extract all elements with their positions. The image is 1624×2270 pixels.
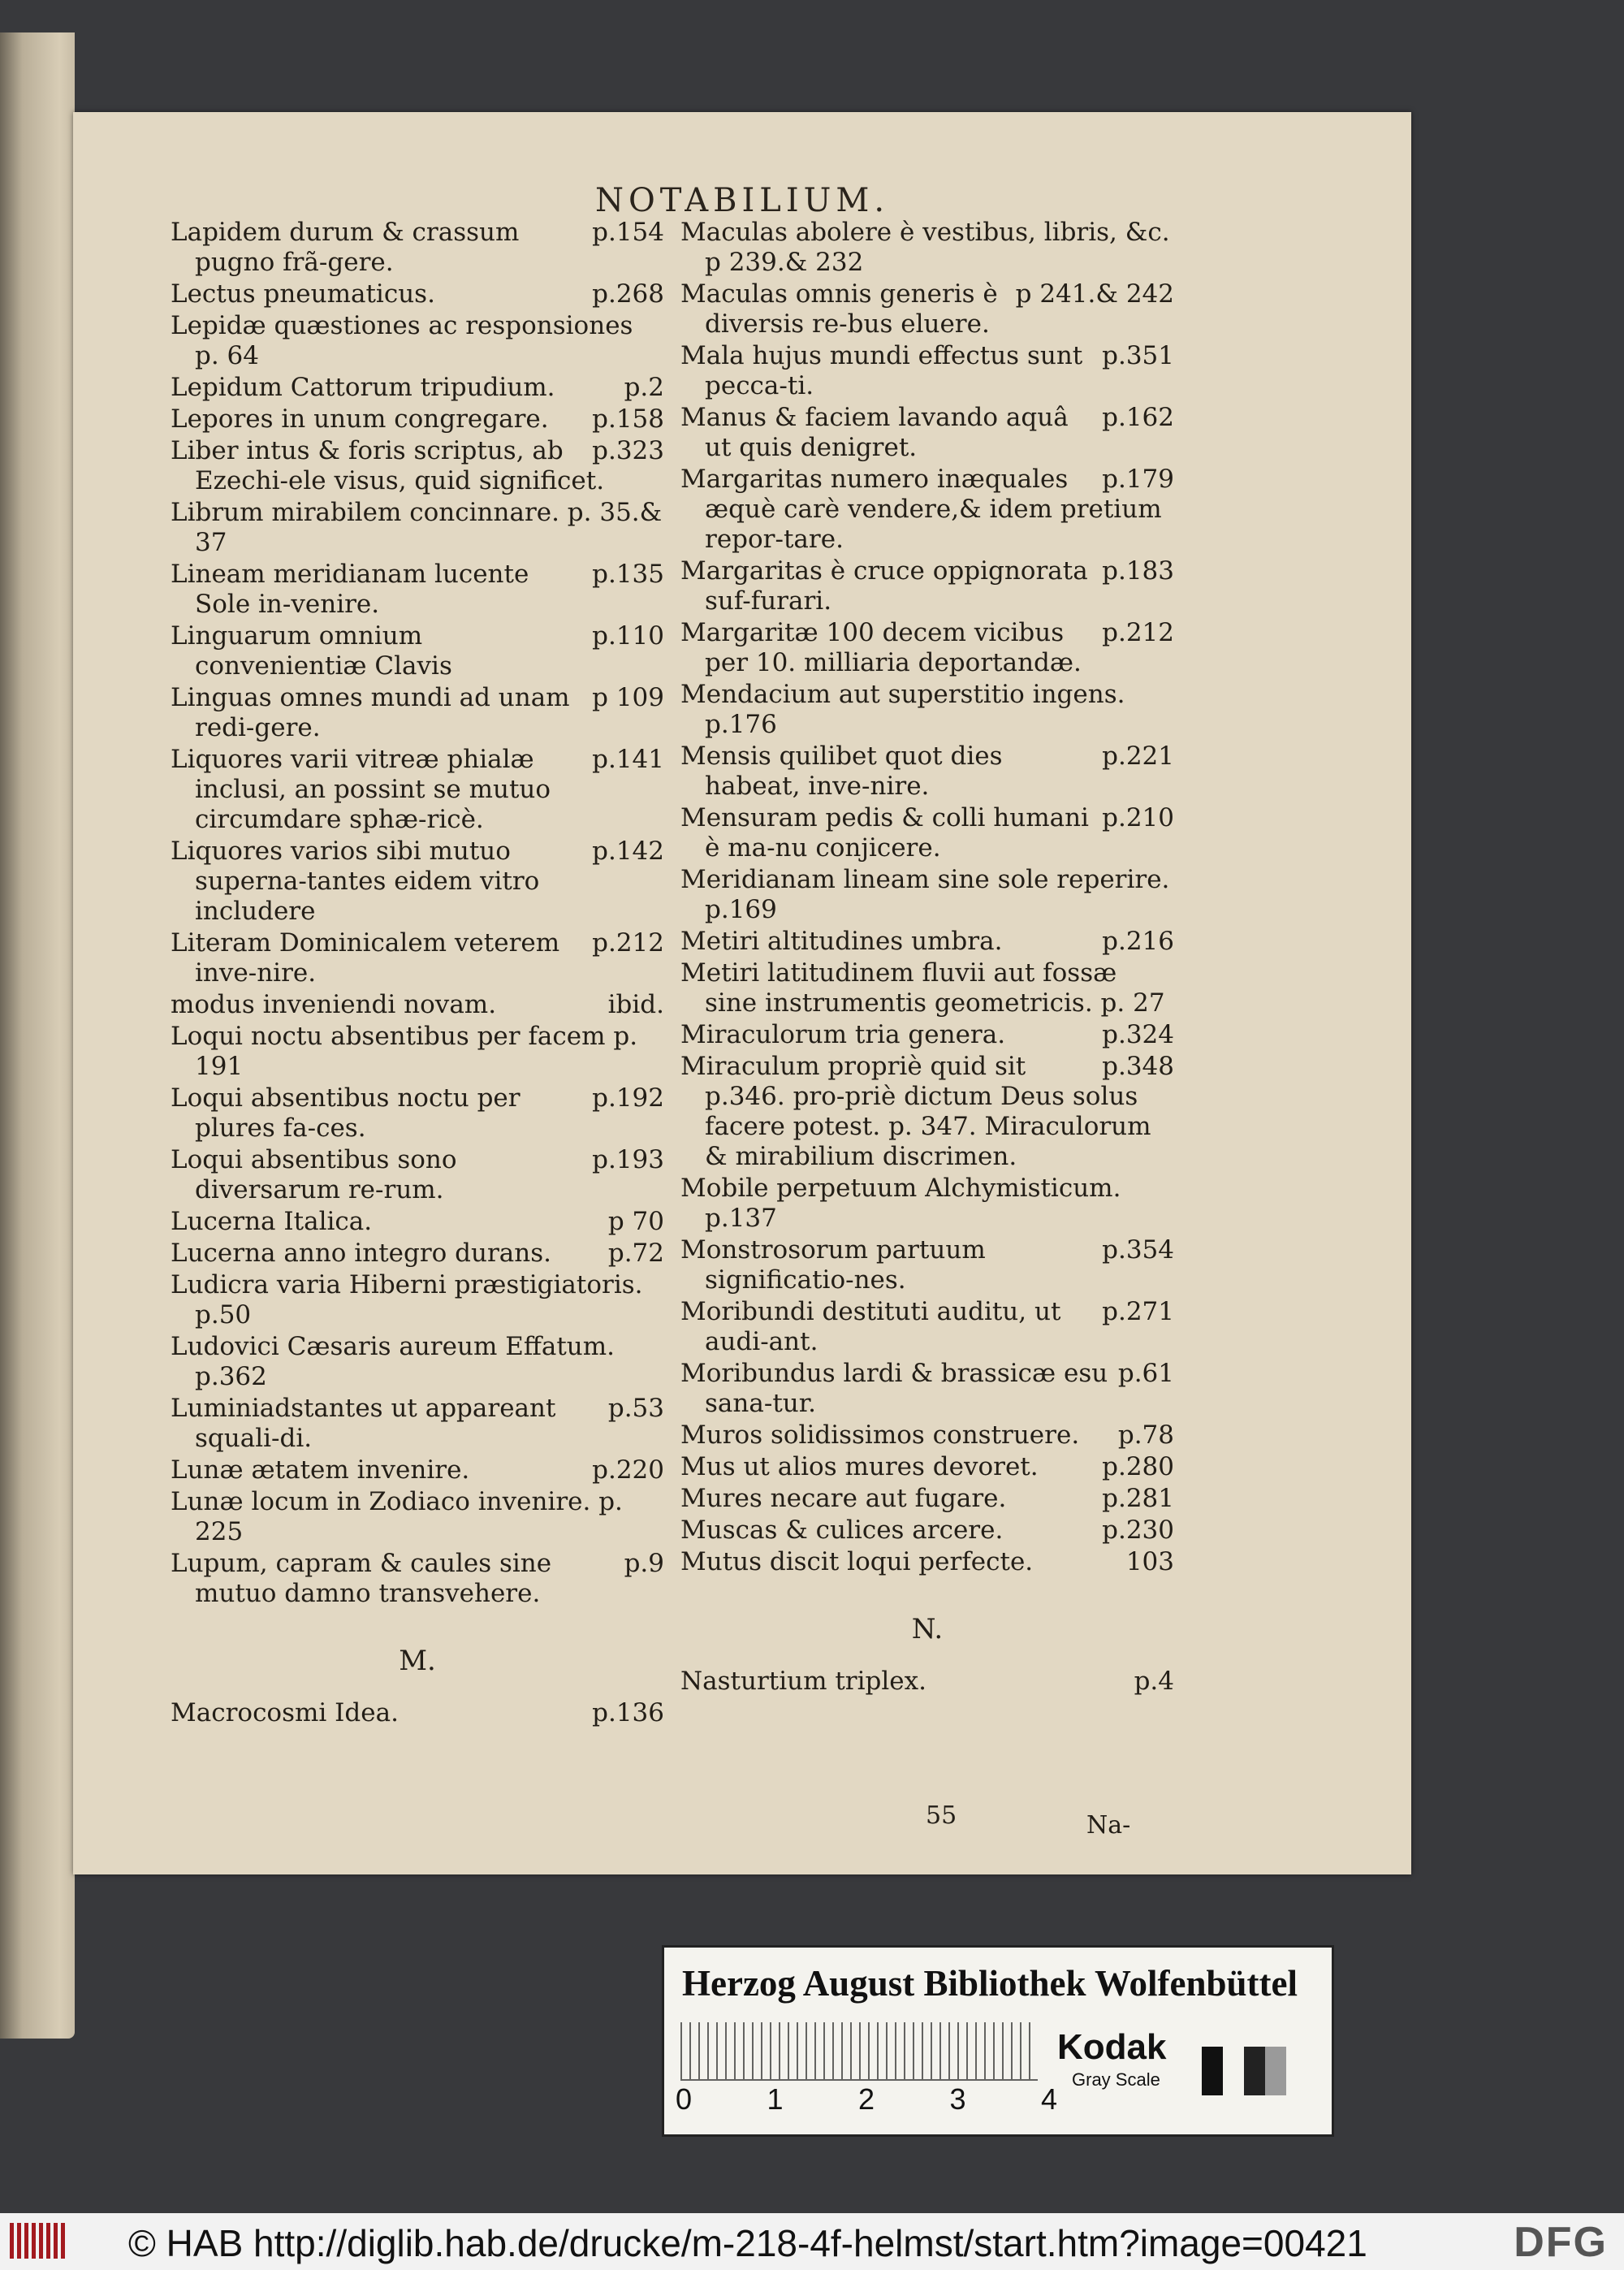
entry-text: Librum mirabilem concinnare. p. 35.& 37	[171, 498, 663, 557]
entry-text: Maculas abolere è vestibus, libris, &c. p 239.& 232	[680, 218, 1170, 277]
ruler-scale	[680, 2022, 1038, 2081]
entry-text: Miraculum propriè quid sit p.346. pro-priè dictum Deus solus facere potest. p. 347. Miraculorum & mirabilium discrimen.	[680, 1052, 1151, 1171]
entry-text: Lupum, capram & caules sine mutuo damno transvehere.	[171, 1549, 552, 1608]
entry-text: Mus ut alios mures devoret.	[680, 1452, 1039, 1481]
entry-page-ref: p.212	[1102, 618, 1174, 647]
index-entry	[171, 1239, 664, 1269]
entry-page-ref: p.192	[592, 1083, 664, 1113]
entry-page-ref: p.110	[592, 621, 664, 651]
entry-page-ref: p.136	[592, 1698, 664, 1727]
entry-text: Metiri latitudinem fluvii aut fossæ sine instrumentis geometricis. p. 27	[680, 958, 1165, 1018]
entry-text: Literam Dominicalem veterem inve-nire.	[171, 928, 560, 988]
entry-text: Mutus discit loqui perfecte.	[680, 1547, 1034, 1576]
copyright-url[interactable]: © HAB http://diglib.hab.de/drucke/m-218-4f-helmst/start.htm?image=00421	[128, 2222, 1367, 2264]
index-entry	[680, 680, 1174, 740]
ruler-number: 3	[949, 2082, 966, 2116]
index-entry	[171, 683, 664, 743]
index-entry	[680, 1020, 1174, 1050]
entry-text: Loqui absentibus noctu per plures fa-ces.	[171, 1083, 520, 1143]
index-entry	[171, 218, 664, 278]
index-entry	[680, 1297, 1174, 1357]
gray-patch	[1202, 2047, 1223, 2095]
entry-page-ref: p.142	[592, 837, 664, 866]
dfg-logo: DFG	[1514, 2219, 1608, 2266]
entry-text: Margaritas numero inæquales æquè carè vendere,& idem pretium repor-tare.	[680, 465, 1162, 554]
kodak-logo: Kodak	[1057, 2027, 1167, 2067]
index-entry	[680, 1515, 1174, 1546]
index-entry	[171, 498, 664, 558]
ruler-number: 2	[857, 2082, 875, 2116]
index-entry	[171, 1145, 664, 1205]
entry-text: Loqui noctu absentibus per facem p. 191	[171, 1022, 638, 1081]
entry-text: Metiri altitudines umbra.	[680, 927, 1003, 956]
entry-page-ref: p.271	[1102, 1297, 1174, 1326]
entry-text: Lucerna anno integro durans.	[171, 1239, 552, 1268]
entry-text: Margaritæ 100 decem vicibus per 10. milliaria deportandæ.	[680, 618, 1082, 677]
right-column	[680, 218, 1174, 1698]
index-entry	[171, 1207, 664, 1237]
index-entry	[680, 1359, 1174, 1419]
entry-page-ref: p 70	[607, 1207, 664, 1236]
entry-page-ref: p.78	[1117, 1420, 1174, 1450]
right-entries	[680, 218, 1174, 1577]
entry-text: Moribundus lardi & brassicæ esu sana-tur.	[680, 1359, 1108, 1418]
entry-text: Lunæ locum in Zodiaco invenire. p. 225	[171, 1487, 623, 1546]
entry-text: Lunæ ætatem invenire.	[171, 1455, 470, 1485]
entry-text: Linguas omnes mundi ad unam redi-gere.	[171, 683, 570, 742]
entry-page-ref: p.354	[1102, 1235, 1174, 1265]
ruler-number: 0	[676, 2082, 693, 2116]
index-entry	[680, 1420, 1174, 1451]
entry-text: Moribundi destituti auditu, ut audi-ant.	[680, 1297, 1061, 1356]
entry-text: Mensuram pedis & colli humani è ma-nu conjicere.	[680, 803, 1089, 863]
entry-page-ref: p.348	[1102, 1052, 1174, 1081]
entry-page-ref: p.193	[592, 1145, 664, 1174]
entry-page-ref: p.220	[592, 1455, 664, 1485]
index-entry	[171, 1455, 664, 1485]
index-entry	[171, 279, 664, 309]
index-entry	[680, 279, 1174, 339]
entry-text: Lepidæ quæstiones ac responsiones p. 64	[171, 311, 633, 370]
entry-text: Manus & faciem lavando aquâ ut quis denigret.	[680, 403, 1069, 462]
book-page	[73, 112, 1411, 1874]
entry-page-ref: p 241.& 242	[1015, 279, 1174, 309]
entry-text: Liquores varii vitreæ phialæ inclusi, an possint se mutuo circumdare sphæ-ricè.	[171, 745, 551, 834]
entry-text: Muros solidissimos construere.	[680, 1420, 1080, 1450]
entry-page-ref: p.268	[592, 279, 664, 309]
entry-page-ref: p.135	[592, 560, 664, 589]
entry-page-ref: p.183	[1102, 556, 1174, 586]
previous-page-edge	[0, 32, 75, 2039]
entry-page-ref: p.280	[1102, 1452, 1174, 1481]
entry-text: modus inveniendi novam.	[171, 990, 497, 1019]
entry-text: Lineam meridianam lucente Sole in-venire.	[171, 560, 529, 619]
entry-text: Lectus pneumaticus.	[171, 279, 435, 309]
index-entry	[171, 1549, 664, 1609]
index-entry	[171, 373, 664, 403]
entry-text: Ludicra varia Hiberni præstigiatoris. p.50	[171, 1270, 643, 1330]
entry-page-ref: p.72	[607, 1239, 664, 1268]
running-head: NOTABILIUM.	[594, 182, 890, 219]
ruler-number: 1	[767, 2082, 784, 2116]
entry-page-ref: p.221	[1102, 742, 1174, 771]
index-entry	[680, 1484, 1174, 1514]
gray-patches	[1202, 2047, 1286, 2095]
index-entry	[171, 436, 664, 496]
index-entry	[680, 1452, 1174, 1482]
section-heading-n: N.	[911, 1613, 944, 1645]
index-entry	[171, 745, 664, 835]
gray-patch	[1265, 2047, 1286, 2095]
entry-text: Monstrosorum partuum significatio-nes.	[680, 1235, 986, 1295]
entry-text: Miraculorum tria genera.	[680, 1020, 1006, 1049]
entry-text: Liber intus & foris scriptus, ab Ezechi-ele visus, quid significet.	[171, 436, 605, 495]
ruler-number: 4	[1040, 2082, 1057, 2116]
entry-text: Luminiadstantes ut appareant squali-di.	[171, 1394, 556, 1453]
entry-text: Linguarum omnium convenientiæ Clavis	[171, 621, 452, 681]
entry-page-ref: p.158	[592, 404, 664, 434]
index-entry	[171, 404, 664, 435]
index-entry	[171, 1487, 664, 1547]
index-entry	[171, 1698, 664, 1728]
signature-mark: 55	[926, 1801, 957, 1830]
entry-text: Maculas omnis generis è diversis re-bus eluere.	[680, 279, 998, 339]
entry-text: Mures necare aut fugare.	[680, 1484, 1007, 1513]
entry-page-ref: p.53	[607, 1394, 664, 1423]
index-entry	[171, 560, 664, 620]
index-entry	[680, 465, 1174, 555]
index-entry	[680, 1667, 1174, 1697]
index-entry	[680, 927, 1174, 957]
gray-patch	[1244, 2047, 1265, 2095]
index-entry	[171, 837, 664, 927]
entry-page-ref: p.210	[1102, 803, 1174, 832]
entry-text: Mobile perpetuum Alchymisticum. p.137	[680, 1174, 1121, 1233]
entry-page-ref: p.212	[592, 928, 664, 958]
index-entry	[680, 1547, 1174, 1577]
hab-logo-icon	[10, 2223, 68, 2259]
index-entry	[680, 742, 1174, 802]
gray-patch	[1223, 2047, 1244, 2095]
entry-text: Loqui absentibus sono diversarum re-rum.	[171, 1145, 457, 1204]
entry-page-ref: p.351	[1102, 341, 1174, 370]
index-entry	[680, 958, 1174, 1018]
entry-text: Meridianam lineam sine sole reperire. p.169	[680, 865, 1170, 924]
index-entry	[680, 341, 1174, 401]
index-entry	[171, 1022, 664, 1082]
left-entries	[171, 218, 664, 1609]
entry-page-ref: p.179	[1102, 465, 1174, 494]
entry-page-ref: p.2	[624, 373, 664, 402]
entry-page-ref: p.154	[592, 218, 664, 247]
entry-page-ref: p.230	[1102, 1515, 1174, 1545]
entry-page-ref: p.324	[1102, 1020, 1174, 1049]
entry-page-ref: p.9	[624, 1549, 664, 1578]
entry-page-ref: p.141	[592, 745, 664, 774]
entry-page-ref: p.4	[1134, 1667, 1174, 1696]
entry-page-ref: p.162	[1102, 403, 1174, 432]
entry-text: Muscas & culices arcere.	[680, 1515, 1004, 1545]
index-entry	[171, 990, 664, 1020]
index-entry	[171, 1270, 664, 1330]
index-entry	[680, 1174, 1174, 1234]
index-entry	[171, 621, 664, 681]
entry-page-ref: ibid.	[607, 990, 664, 1019]
library-name: Herzog August Bibliothek Wolfenbüttel	[682, 1963, 1298, 2004]
entry-page-ref: p.281	[1102, 1484, 1174, 1513]
index-entry	[680, 618, 1174, 678]
entry-text: Macrocosmi Idea.	[171, 1698, 399, 1727]
index-entry	[171, 311, 664, 371]
catchword: Na-	[1086, 1811, 1131, 1840]
left-column	[171, 218, 664, 1730]
index-entry	[171, 1332, 664, 1392]
right-after-section	[680, 1667, 1174, 1697]
entry-text: Liquores varios sibi mutuo superna-tantes eidem vitro includere	[171, 837, 540, 926]
entry-text: Lapidem durum & crassum pugno frã-gere.	[171, 218, 520, 277]
entry-text: Mendacium aut superstitio ingens. p.176	[680, 680, 1125, 739]
footer-bar	[0, 2213, 1624, 2270]
index-entry	[171, 928, 664, 988]
index-entry	[680, 1235, 1174, 1295]
index-entry	[680, 865, 1174, 925]
entry-page-ref: p.216	[1102, 927, 1174, 956]
index-entry	[680, 403, 1174, 463]
entry-text: Lepores in unum congregare.	[171, 404, 549, 434]
entry-text: Ludovici Cæsaris aureum Effatum. p.362	[171, 1332, 615, 1391]
entry-page-ref: p.323	[592, 436, 664, 465]
entry-page-ref: p 109	[592, 683, 664, 712]
index-entry	[171, 1083, 664, 1144]
entry-text: Lepidum Cattorum tripudium.	[171, 373, 555, 402]
entry-page-ref: 103	[1125, 1547, 1174, 1576]
index-entry	[680, 803, 1174, 863]
entry-text: Nasturtium triplex.	[680, 1667, 926, 1696]
entry-page-ref: p.61	[1117, 1359, 1174, 1388]
entry-text: Margaritas è cruce oppignorata suf-furari.	[680, 556, 1088, 616]
left-after-section	[171, 1698, 664, 1728]
index-entry	[680, 556, 1174, 616]
entry-text: Mensis quilibet quot dies habeat, inve-nire.	[680, 742, 1003, 801]
color-target	[662, 1945, 1334, 2137]
entry-text: Mala hujus mundi effectus sunt pecca-ti.	[680, 341, 1083, 400]
index-entry	[171, 1394, 664, 1454]
index-entry	[680, 1052, 1174, 1172]
ruler-numbers	[676, 2082, 1057, 2117]
section-heading-m: M.	[399, 1645, 436, 1677]
entry-text: Lucerna Italica.	[171, 1207, 373, 1236]
index-entry	[680, 218, 1174, 278]
gray-scale-label: Gray Scale	[1072, 2069, 1160, 2090]
